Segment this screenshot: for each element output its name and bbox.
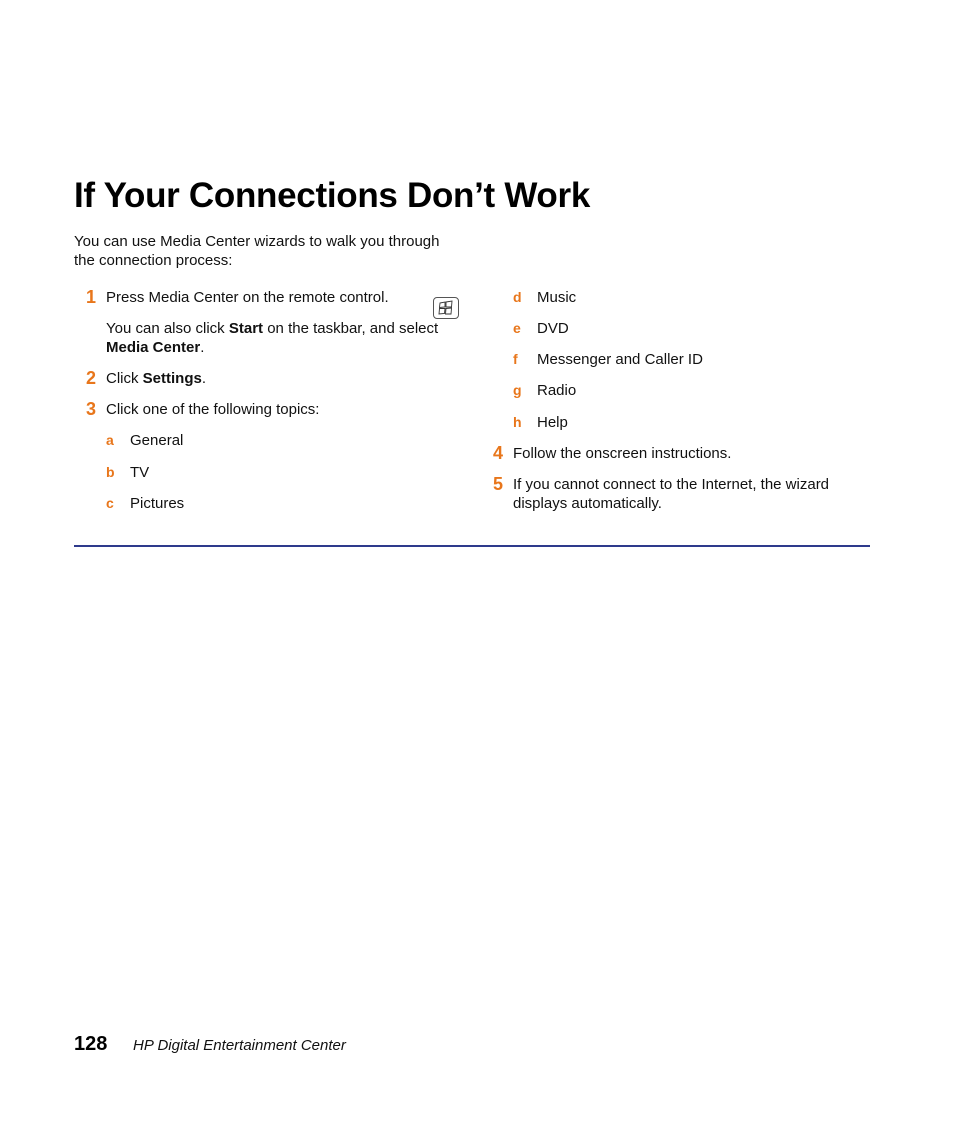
windows-logo-icon (433, 297, 459, 319)
media-center-label: Media Center (106, 339, 201, 356)
note-text: You can also click (106, 320, 229, 337)
topic-letter: d (513, 289, 522, 305)
step-text-post: . (201, 370, 207, 387)
step-number: 2 (86, 368, 97, 388)
step-text: Click one of the following topics: (106, 401, 320, 418)
step-text: Press Media Center on the remote control. (106, 289, 389, 306)
topic-letter: g (513, 382, 522, 398)
topic-letter: f (513, 351, 518, 367)
topic-label: Pictures (130, 495, 185, 512)
topic-label: General (130, 432, 184, 449)
intro-paragraph: You can use Media Center wizards to walk you through the connection process: (74, 233, 440, 269)
step-1-note (106, 319, 438, 338)
topic-letter: b (106, 464, 115, 480)
settings-label: Settings (142, 370, 202, 387)
step-number: 3 (86, 399, 97, 419)
step-text-pre: Click (106, 370, 143, 387)
topic-letter: c (106, 495, 114, 511)
topic-label: TV (130, 464, 150, 481)
step-text (106, 369, 206, 388)
topic-label: Messenger and Caller ID (537, 351, 703, 368)
step-text: Follow the onscreen instructions. (513, 445, 732, 462)
topic-label: Help (537, 414, 568, 431)
note-text: on the taskbar, and select (263, 320, 439, 337)
step-number: 5 (493, 474, 504, 494)
page-heading: If Your Connections Don’t Work (74, 176, 591, 215)
step-number: 4 (493, 443, 504, 463)
topic-letter: h (513, 414, 522, 430)
start-label: Start (228, 320, 264, 337)
step-number: 1 (86, 287, 97, 307)
page-number: 128 (74, 1033, 108, 1055)
topic-letter: e (513, 320, 521, 336)
book-title: HP Digital Entertainment Center (133, 1037, 346, 1054)
windows-logo-icon (437, 300, 455, 316)
topic-label: DVD (537, 320, 569, 337)
step-1-note-line2 (106, 338, 204, 357)
topic-label: Radio (537, 382, 577, 399)
section-divider (74, 545, 870, 547)
topic-letter: a (106, 432, 114, 448)
note-text: . (200, 339, 205, 356)
topic-label: Music (537, 289, 577, 306)
step-text-line-2: displays automatically. (513, 495, 662, 512)
step-text-line-1: If you cannot connect to the Internet, the wizard (513, 476, 830, 493)
